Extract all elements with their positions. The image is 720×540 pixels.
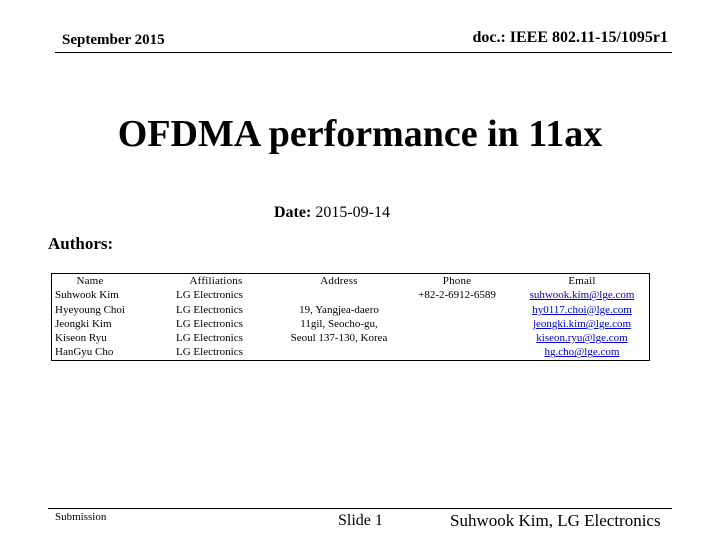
phone-number: +82-2-6912-6589 — [418, 289, 496, 302]
email-link[interactable]: hy0117.choi@lge.com — [532, 303, 632, 316]
email-link[interactable]: hg.cho@lge.com — [544, 346, 620, 359]
author-name: Kiseon Ryu — [55, 332, 107, 345]
email-link[interactable]: suhwook.kim@lge.com — [529, 289, 635, 302]
author-affiliation: LG Electronics — [176, 289, 243, 302]
author-affiliation: LG Electronics — [176, 317, 243, 330]
email-header: Email — [568, 275, 596, 287]
address-line: 11gil, Seocho-gu, — [300, 317, 378, 330]
date-label: Date: — [274, 204, 312, 221]
author-affiliation: LG Electronics — [176, 346, 243, 359]
email-column — [512, 274, 652, 360]
authors-label: Authors: — [48, 234, 114, 253]
date-value: 2015-09-14 — [315, 204, 390, 221]
affiliation-header: Affiliations — [189, 275, 243, 287]
email-link[interactable]: kiseon.ryu@lge.com — [536, 332, 628, 345]
author-name: Suhwook Kim — [55, 289, 119, 302]
address-column — [278, 274, 400, 345]
author-name: HanGyu Cho — [55, 346, 114, 359]
footer-divider — [48, 508, 672, 509]
author-affiliation: LG Electronics — [176, 303, 243, 316]
author-name: Jeongki Kim — [55, 317, 112, 330]
date-line — [274, 204, 390, 222]
author-affiliation: LG Electronics — [176, 332, 243, 345]
affiliation-column — [176, 274, 256, 360]
name-column — [55, 274, 175, 360]
address-line: Seoul 137-130, Korea — [290, 332, 388, 345]
footer-submission: Submission — [55, 511, 107, 523]
phone-header: Phone — [442, 275, 472, 287]
authors-table — [51, 273, 650, 361]
address-header: Address — [320, 275, 358, 287]
slide-number: Slide 1 — [338, 512, 383, 529]
address-line: 19, Yangjea-daero — [299, 303, 379, 316]
email-link[interactable]: jeongki.kim@lge.com — [532, 317, 632, 330]
name-header: Name — [76, 275, 104, 287]
header-divider — [55, 52, 672, 53]
phone-column — [402, 274, 512, 303]
footer-author: Suhwook Kim, LG Electronics — [450, 511, 661, 530]
slide-title: OFDMA performance in 11ax — [117, 113, 603, 155]
header-date: September 2015 — [62, 32, 165, 48]
author-name: Hyeyoung Choi — [55, 303, 125, 316]
header-doc-id: doc.: IEEE 802.11-15/1095r1 — [472, 29, 668, 46]
